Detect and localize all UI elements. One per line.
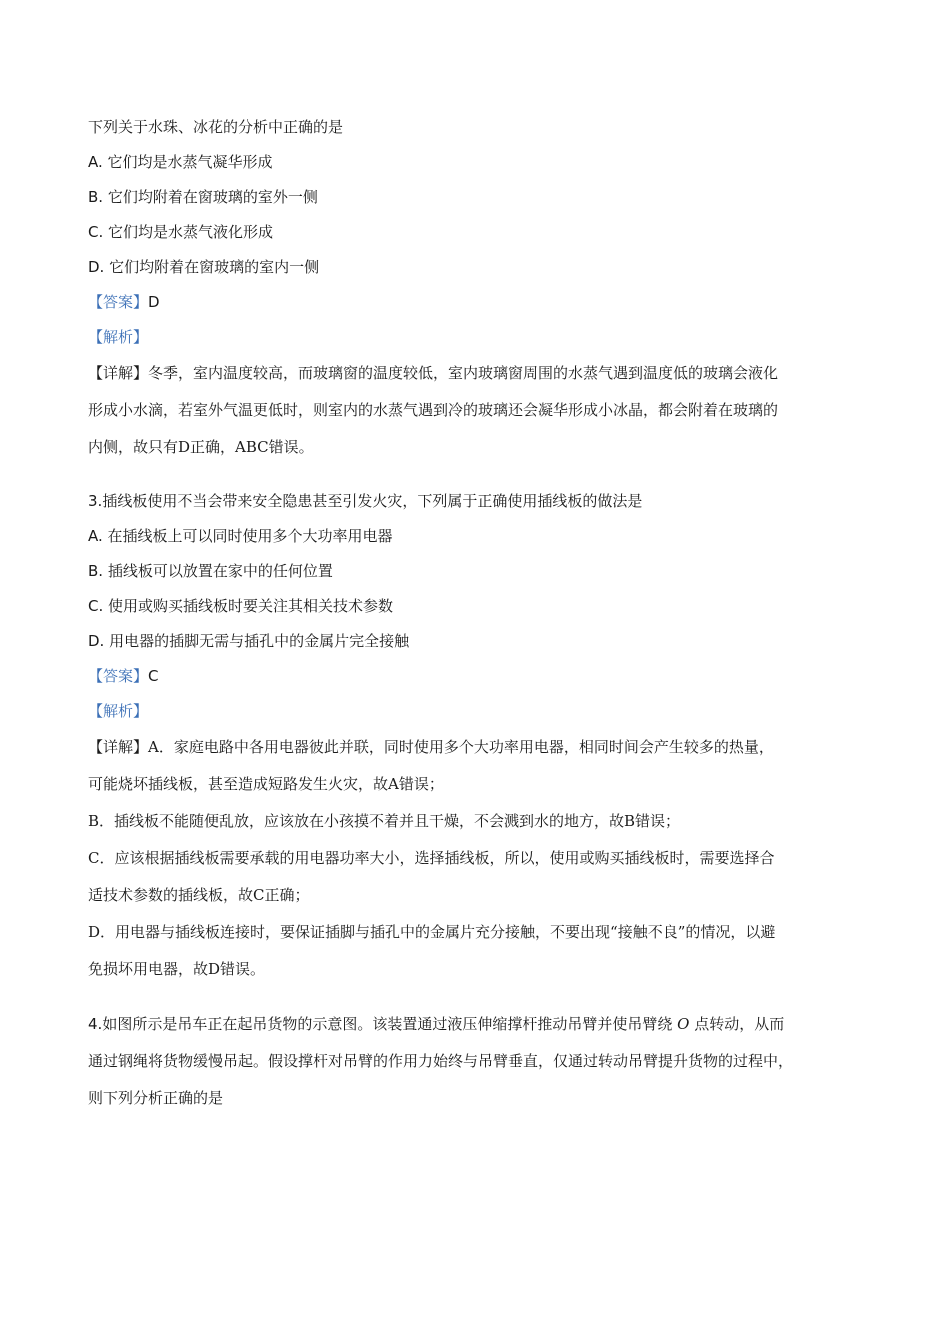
q2-answer <box>88 285 868 320</box>
q3-detail-line: D．用电器与插线板连接时，要保证插脚与插孔中的金属片充分接触，不要出现“接触不良”的情况，以避 <box>88 923 776 941</box>
q3-detail-line: 可能烧坏插线板，甚至造成短路发生火灾，故A错误； <box>88 775 444 793</box>
q2-analysis-heading: 【解析】 <box>88 328 149 346</box>
answer-value: D <box>148 293 160 311</box>
q3-detail-line: 【详解】A．家庭电路中各用电器彼此并联，同时使用多个大功率用电器，相同时间会产生较多的热量， <box>88 738 774 756</box>
q4-number: 4. <box>88 1015 103 1033</box>
q3-analysis-heading: 【解析】 <box>88 702 149 720</box>
q3-detail-line: C．应该根据插线板需要承载的用电器功率大小，选择插线板，所以，使用或购买插线板时，需要选择合 <box>88 849 775 867</box>
q2-detail-line: 内侧，故只有D正确，ABC错误。 <box>88 438 314 456</box>
q3-answer <box>88 659 868 694</box>
q4-stem-line-1: 4.如图所示是吊车正在起吊货物的示意图。该装置通过液压伸缩撑杆推动吊臂并使吊臂绕 O 点转动，从而 <box>88 1015 785 1033</box>
q4-stem-line-2: 通过钢绳将货物缓慢吊起。假设撑杆对吊臂的作用力始终与吊臂垂直，仅通过转动吊臂提升货物的过程中， <box>88 1052 794 1070</box>
answer-tag: 【答案】 <box>88 293 149 311</box>
q3-option-a: A. 在插线板上可以同时使用多个大功率用电器 <box>88 527 393 545</box>
answer-value: C <box>148 667 159 685</box>
q3-option-c: C. 使用或购买插线板时要关注其相关技术参数 <box>88 597 394 615</box>
q2-option-c: C. 它们均是水蒸气液化形成 <box>88 223 274 241</box>
q3-detail-line: 免损坏用电器，故D错误。 <box>88 960 266 978</box>
answer-tag: 【答案】 <box>88 667 149 685</box>
document-page <box>88 110 868 1117</box>
q2-option-d: D. 它们均附着在窗玻璃的室内一侧 <box>88 258 320 276</box>
q2-detail-line: 形成小水滴，若室外气温更低时，则室内的水蒸气遇到冷的玻璃还会凝华形成小冰晶，都会附着在玻璃的 <box>88 401 779 419</box>
q3-detail-line: B．插线板不能随便乱放，应该放在小孩摸不着并且干燥，不会溅到水的地方，故B错误； <box>88 812 681 830</box>
q3-stem: 3.插线板使用不当会带来安全隐患甚至引发火灾，下列属于正确使用插线板的做法是 <box>88 492 643 510</box>
q2-stem: 下列关于水珠、冰花的分析中正确的是 <box>88 118 344 136</box>
q3-option-b: B. 插线板可以放置在家中的任何位置 <box>88 562 333 580</box>
q3-detail-line: 适技术参数的插线板，故C正确； <box>88 886 310 904</box>
q2-option-b: B. 它们均附着在窗玻璃的室外一侧 <box>88 188 318 206</box>
q3-number: 3. <box>88 492 103 510</box>
q4-stem-line-3: 则下列分析正确的是 <box>88 1089 224 1107</box>
q2-option-a: A. 它们均是水蒸气凝华形成 <box>88 153 273 171</box>
q3-option-d: D. 用电器的插脚无需与插孔中的金属片完全接触 <box>88 632 410 650</box>
q2-detail-line: 【详解】冬季，室内温度较高，而玻璃窗的温度较低，室内玻璃窗周围的水蒸气遇到温度低的玻璃会液化 <box>88 364 779 382</box>
